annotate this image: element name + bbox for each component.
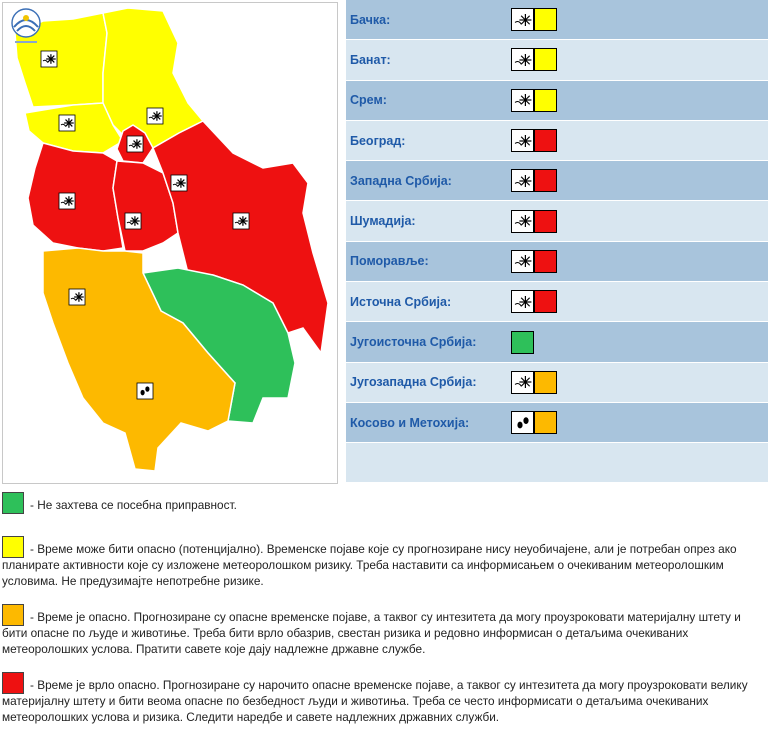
snowflake-icon <box>147 108 163 124</box>
region-label: Источна Србија: <box>350 294 452 309</box>
warning-level-orange <box>534 411 557 434</box>
region-row[interactable] <box>346 161 768 201</box>
region-label: Западна Србија: <box>350 173 452 188</box>
legend-yellow <box>2 536 768 589</box>
region-row[interactable] <box>346 363 768 403</box>
legend-swatch-yellow <box>2 536 24 558</box>
snowflake-icon <box>127 136 143 152</box>
region-row[interactable] <box>346 322 768 362</box>
ice-drops-icon <box>511 411 534 434</box>
warning-level-green <box>511 331 534 354</box>
region-warning <box>511 371 557 394</box>
snowflake-icon <box>171 175 187 191</box>
region-label: Срем: <box>350 93 387 108</box>
legend-orange <box>2 604 768 657</box>
snowflake-icon <box>511 8 534 31</box>
warning-map-panel <box>2 2 338 484</box>
warning-level-yellow <box>534 8 557 31</box>
snowflake-icon <box>511 210 534 233</box>
region-row[interactable] <box>346 403 768 443</box>
legend-text-red: - Време је врло опасно. Прогнозиране су нарочито опасне временске појаве, а таквог су интезитетa да могу проузроковати велику материјалну штету и бити веома опасне по безбедност људи и животиња. Треба се често информисати о детаљима очекиваних метеоролошких услова и ризика. Следити наредбе и савете надлежних државних служби. <box>2 678 748 724</box>
warning-level-red <box>534 290 557 313</box>
legend-green <box>2 492 768 514</box>
warning-level-yellow <box>534 89 557 112</box>
warning-level-red <box>534 129 557 152</box>
rhmz-logo-icon <box>3 3 49 49</box>
region-warning <box>511 8 557 31</box>
snowflake-icon <box>511 371 534 394</box>
region-label: Бачка: <box>350 12 391 27</box>
serbia-warning-map <box>3 3 339 485</box>
region-label: Југоисточна Србија: <box>350 335 477 350</box>
warning-level-red <box>534 210 557 233</box>
region-row[interactable] <box>346 242 768 282</box>
warning-level-yellow <box>534 48 557 71</box>
region-warning <box>511 129 557 152</box>
legend-text-yellow: - Време може бити опасно (потенцијално). Временске појаве које су прогнозиране нису неуобичајене, али је потребан опрез ако планирате активности које су изложене метеоролошком ризику. Треба наставити са информисањем о очекиваним метеоролошким условима. Не предузимајте непотребне ризике. <box>2 542 737 588</box>
region-label: Банат: <box>350 52 391 67</box>
region-warning <box>511 331 534 354</box>
region-row[interactable] <box>346 40 768 80</box>
region-label: Београд: <box>350 133 406 148</box>
region-row[interactable] <box>346 121 768 161</box>
region-label: Шумадија: <box>350 214 416 229</box>
snowflake-icon <box>511 129 534 152</box>
snowflake-icon <box>511 48 534 71</box>
snowflake-icon <box>233 213 249 229</box>
region-warning <box>511 48 557 71</box>
snowflake-icon <box>59 193 75 209</box>
region-warning <box>511 250 557 273</box>
region-warning <box>511 169 557 192</box>
legend-swatch-orange <box>2 604 24 626</box>
snowflake-icon <box>59 115 75 131</box>
region-label: Косово и Метохија: <box>350 415 470 430</box>
region-warning <box>511 411 557 434</box>
snowflake-icon <box>125 213 141 229</box>
ice-drops-icon <box>137 383 153 399</box>
map-district-banat[interactable] <box>103 8 203 148</box>
region-row-empty <box>346 443 768 483</box>
snowflake-icon <box>41 51 57 67</box>
region-list <box>346 0 768 483</box>
snowflake-icon <box>511 89 534 112</box>
map-district-zapadna-srbija[interactable] <box>28 143 123 251</box>
legend-text-green: - Не захтева се посебна приправност. <box>30 498 237 512</box>
region-label: Поморавље: <box>350 254 429 269</box>
region-warning <box>511 290 557 313</box>
warning-level-orange <box>534 371 557 394</box>
snowflake-icon <box>511 169 534 192</box>
region-row[interactable] <box>346 282 768 322</box>
region-row[interactable] <box>346 0 768 40</box>
region-row[interactable] <box>346 81 768 121</box>
region-label: Југозападна Србија: <box>350 375 477 390</box>
region-warning <box>511 89 557 112</box>
legend-red <box>2 672 768 725</box>
legend-swatch-red <box>2 672 24 694</box>
warning-level-red <box>534 250 557 273</box>
region-warning <box>511 210 557 233</box>
legend-swatch-green <box>2 492 24 514</box>
region-row[interactable] <box>346 201 768 241</box>
legend-text-orange: - Време је опасно. Прогнозиране су опасне временске појаве, а таквог су интезитета да могу проузроковати материјалну штету и бити опасне по људе и животиње. Треба бити врло обазрив, свестан ризика и редовно информисан о детаљима очекиваних метеоролошких услова. Пратити савете које дају надлежне државне службе. <box>2 610 741 656</box>
snowflake-icon <box>511 290 534 313</box>
warning-level-red <box>534 169 557 192</box>
snowflake-icon <box>69 289 85 305</box>
snowflake-icon <box>511 250 534 273</box>
